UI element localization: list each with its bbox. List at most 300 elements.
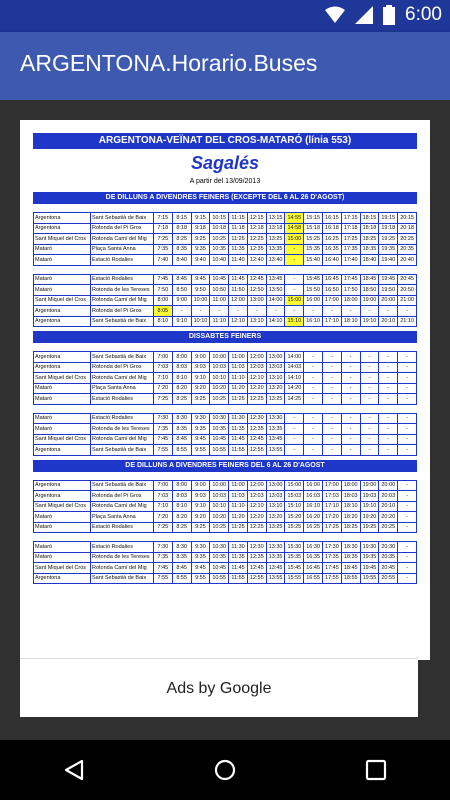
time-cell: 18:25 <box>341 522 360 533</box>
time-cell: 10:10 <box>210 373 229 384</box>
time-cell: 20:25 <box>379 522 398 533</box>
stop-cell: Estació Rodalies <box>91 255 154 266</box>
time-cell: 10:45 <box>210 274 229 285</box>
time-cell: 20:00 <box>379 295 398 306</box>
time-cell: - <box>360 373 379 384</box>
town-cell: Argentona <box>34 573 91 584</box>
time-cell: - <box>323 445 342 456</box>
time-cell: 12:10 <box>229 316 248 327</box>
time-cell: 18:00 <box>341 295 360 306</box>
time-cell: - <box>360 306 379 317</box>
time-cell: 13:10 <box>266 373 285 384</box>
town-cell: Sant Miquel del Cros <box>34 434 91 445</box>
stop-cell: Rotonda Camí del Mig <box>91 295 154 306</box>
time-cell: 15:45 <box>285 563 304 574</box>
table-row <box>34 274 417 285</box>
town-cell: Sant Miquel del Cros <box>34 563 91 574</box>
time-cell: 7:40 <box>154 255 173 266</box>
time-cell: - <box>379 306 398 317</box>
time-cell: - <box>398 501 417 512</box>
time-cell: 11:03 <box>229 362 248 373</box>
time-cell: 8:35 <box>172 424 191 435</box>
time-cell: 7:03 <box>154 491 173 502</box>
schedule-table <box>33 541 417 584</box>
time-cell: 18:03 <box>341 491 360 502</box>
time-cell: 7:35 <box>154 244 173 255</box>
stop-cell: Rotonda Camí del Mig <box>91 501 154 512</box>
time-cell: 11:25 <box>229 234 248 245</box>
time-cell: 11:10 <box>229 501 248 512</box>
time-cell: 13:00 <box>266 352 285 363</box>
stop-cell: Estació Rodalies <box>91 542 154 553</box>
time-cell: 19:20 <box>360 512 379 523</box>
time-cell: 11:00 <box>210 295 229 306</box>
stop-cell: Rotonda del Pi Gros <box>91 362 154 373</box>
time-cell: 19:10 <box>360 316 379 327</box>
time-cell: 13:35 <box>266 424 285 435</box>
time-cell: 19:25 <box>379 234 398 245</box>
time-cell: 20:35 <box>379 552 398 563</box>
time-cell: 18:35 <box>360 244 379 255</box>
stop-cell: Sant Sebastià de Baix <box>91 480 154 491</box>
time-cell: 18:55 <box>341 573 360 584</box>
table-row <box>34 522 417 533</box>
time-cell: 7:20 <box>154 383 173 394</box>
time-cell: - <box>398 362 417 373</box>
stop-cell: Estació Rodalies <box>91 274 154 285</box>
stop-cell: Rotonda del Pi Gros <box>91 223 154 234</box>
time-cell: - <box>398 573 417 584</box>
town-cell: Sant Miquel del Cros <box>34 373 91 384</box>
content-area <box>0 100 450 740</box>
time-cell: 9:50 <box>191 285 210 296</box>
time-cell: - <box>304 383 323 394</box>
time-cell: 10:03 <box>210 491 229 502</box>
time-cell: 12:20 <box>247 512 266 523</box>
time-cell: 8:45 <box>172 434 191 445</box>
time-cell: 7:00 <box>154 352 173 363</box>
time-cell: 19:00 <box>360 480 379 491</box>
time-cell: - <box>247 306 266 317</box>
time-cell: 10:25 <box>210 234 229 245</box>
time-cell: 10:40 <box>210 255 229 266</box>
time-cell: - <box>379 424 398 435</box>
stop-cell: Plaça Santa Anna <box>91 383 154 394</box>
time-cell: 13:30 <box>266 413 285 424</box>
time-cell: - <box>341 413 360 424</box>
time-cell: 14:20 <box>285 383 304 394</box>
time-cell: 8:40 <box>172 255 191 266</box>
time-cell: 11:18 <box>229 223 248 234</box>
time-cell: 19:18 <box>379 223 398 234</box>
time-cell: 11:35 <box>229 424 248 435</box>
ad-banner[interactable]: Ads by Google <box>20 658 418 717</box>
time-cell: 11:20 <box>229 512 248 523</box>
time-cell: 9:40 <box>191 255 210 266</box>
table-row <box>34 563 417 574</box>
time-cell: 15:15 <box>304 213 323 224</box>
time-cell: 15:00 <box>285 295 304 306</box>
time-cell: 12:30 <box>247 413 266 424</box>
time-cell: 15:40 <box>304 255 323 266</box>
time-cell: 17:10 <box>323 316 342 327</box>
time-cell: 11:25 <box>229 394 248 405</box>
time-cell: 17:25 <box>323 522 342 533</box>
nav-bar <box>0 740 450 800</box>
time-cell: 9:45 <box>191 563 210 574</box>
time-cell: 13:55 <box>266 445 285 456</box>
time-cell: 7:45 <box>154 434 173 445</box>
time-cell: 14:55 <box>285 213 304 224</box>
schedule-title: ARGENTONA-VEÏNAT DEL CROS-MATARÓ (línia 553) <box>33 133 417 149</box>
stop-cell: Plaça Santa Anna <box>91 244 154 255</box>
time-cell: 19:45 <box>360 563 379 574</box>
time-cell: - <box>398 563 417 574</box>
time-cell: 9:25 <box>191 234 210 245</box>
time-cell: 20:00 <box>379 480 398 491</box>
time-cell: 10:03 <box>210 362 229 373</box>
time-cell: 10:00 <box>210 352 229 363</box>
time-cell: - <box>285 285 304 296</box>
time-cell: 20:03 <box>379 491 398 502</box>
time-cell: 20:25 <box>398 234 417 245</box>
time-cell: 7:10 <box>154 501 173 512</box>
time-cell: 16:45 <box>323 274 342 285</box>
effective-date: A partir del 13/09/2013 <box>189 178 261 185</box>
town-cell: Mataró <box>34 274 91 285</box>
time-cell: 14:25 <box>285 394 304 405</box>
time-cell: 21:10 <box>398 316 417 327</box>
table-row <box>34 383 417 394</box>
time-cell: - <box>398 491 417 502</box>
time-cell: 20:50 <box>398 285 417 296</box>
time-cell: 9:35 <box>191 552 210 563</box>
time-cell: 15:10 <box>285 501 304 512</box>
town-cell: Mataró <box>34 552 91 563</box>
time-cell: 9:45 <box>191 434 210 445</box>
town-cell: Argentona <box>34 445 91 456</box>
town-cell: Argentona <box>34 316 91 327</box>
time-cell: - <box>379 394 398 405</box>
time-cell: 18:10 <box>341 316 360 327</box>
time-cell: - <box>210 306 229 317</box>
time-cell: 11:55 <box>229 573 248 584</box>
time-cell: 13:00 <box>266 480 285 491</box>
time-cell: - <box>323 413 342 424</box>
time-cell: 12:45 <box>247 434 266 445</box>
time-cell: 7:50 <box>154 285 173 296</box>
time-cell: 16:25 <box>323 234 342 245</box>
time-cell: 12:50 <box>247 285 266 296</box>
time-cell: - <box>304 362 323 373</box>
time-cell: 18:18 <box>360 223 379 234</box>
time-cell: - <box>379 413 398 424</box>
time-cell: 9:20 <box>191 512 210 523</box>
table-row <box>34 501 417 512</box>
schedule-sections <box>33 192 417 584</box>
time-cell: 7:25 <box>154 234 173 245</box>
time-cell: 10:35 <box>210 552 229 563</box>
time-cell: - <box>285 424 304 435</box>
time-cell: - <box>323 352 342 363</box>
time-cell: 18:30 <box>341 542 360 553</box>
time-cell: - <box>285 274 304 285</box>
recents-icon[interactable] <box>364 758 388 782</box>
time-cell: 10:20 <box>210 512 229 523</box>
time-cell: - <box>360 413 379 424</box>
time-cell: 20:35 <box>398 244 417 255</box>
stop-cell: Rotonda Camí del Mig <box>91 563 154 574</box>
time-cell: - <box>323 424 342 435</box>
time-cell: - <box>304 434 323 445</box>
schedule-image[interactable] <box>20 120 430 660</box>
time-cell: 13:40 <box>266 255 285 266</box>
time-cell: 8:00 <box>172 352 191 363</box>
time-cell: 18:10 <box>341 501 360 512</box>
time-cell: 11:00 <box>229 352 248 363</box>
time-cell: - <box>398 394 417 405</box>
time-cell: 9:45 <box>191 274 210 285</box>
time-cell: 7:25 <box>154 394 173 405</box>
town-cell: Sant Miquel del Cros <box>34 501 91 512</box>
time-cell: - <box>323 383 342 394</box>
schedule-table <box>33 351 417 405</box>
town-cell: Mataró <box>34 394 91 405</box>
time-cell: 12:55 <box>247 445 266 456</box>
time-cell: 10:18 <box>210 223 229 234</box>
time-cell: 15:25 <box>304 234 323 245</box>
time-cell: - <box>379 373 398 384</box>
time-cell: 13:03 <box>266 491 285 502</box>
time-cell: 9:10 <box>191 373 210 384</box>
time-cell: 19:50 <box>379 285 398 296</box>
time-cell: 12:10 <box>247 373 266 384</box>
time-cell: 19:35 <box>360 552 379 563</box>
time-cell: 17:10 <box>323 501 342 512</box>
time-cell: - <box>304 373 323 384</box>
time-cell: 13:45 <box>266 274 285 285</box>
time-cell: 11:30 <box>229 542 248 553</box>
stop-cell: Sant Sebastià de Baix <box>91 316 154 327</box>
time-cell: 18:15 <box>360 213 379 224</box>
signal-icon <box>355 6 373 24</box>
time-cell: 19:00 <box>360 295 379 306</box>
time-cell: 10:50 <box>210 285 229 296</box>
time-cell: - <box>398 445 417 456</box>
table-row <box>34 445 417 456</box>
time-cell: - <box>341 445 360 456</box>
time-cell: 8:00 <box>154 295 173 306</box>
stop-cell: Plaça Santa Anna <box>91 512 154 523</box>
time-cell: 13:03 <box>266 362 285 373</box>
time-cell: 15:00 <box>285 234 304 245</box>
time-cell: 12:00 <box>247 352 266 363</box>
stop-cell: Rotonda del Pi Gros <box>91 306 154 317</box>
time-cell: 16:00 <box>304 295 323 306</box>
time-cell: 16:00 <box>304 480 323 491</box>
time-cell: 16:35 <box>323 244 342 255</box>
time-cell: 10:55 <box>210 573 229 584</box>
time-cell: - <box>341 362 360 373</box>
battery-icon <box>383 5 395 25</box>
time-cell: 12:00 <box>229 295 248 306</box>
time-cell: 20:45 <box>379 563 398 574</box>
stop-cell: Sant Sebastià de Baix <box>91 573 154 584</box>
time-cell: 11:03 <box>229 491 248 502</box>
town-cell: Argentona <box>34 362 91 373</box>
time-cell: 8:10 <box>172 501 191 512</box>
time-cell: 10:30 <box>210 413 229 424</box>
time-cell: 11:00 <box>229 480 248 491</box>
time-cell: 19:30 <box>360 542 379 553</box>
time-cell: 11:10 <box>210 316 229 327</box>
time-cell: 13:30 <box>266 542 285 553</box>
time-cell: 12:35 <box>247 552 266 563</box>
home-icon[interactable] <box>213 758 237 782</box>
time-cell: 10:25 <box>210 394 229 405</box>
table-row <box>34 542 417 553</box>
time-cell: 10:15 <box>210 213 229 224</box>
time-cell: - <box>285 255 304 266</box>
time-cell: 13:18 <box>266 223 285 234</box>
time-cell: 18:35 <box>341 552 360 563</box>
time-cell: 11:20 <box>229 383 248 394</box>
time-cell: 17:35 <box>323 552 342 563</box>
section-title: DISSABTES FEINERS <box>33 331 417 343</box>
time-cell: - <box>285 306 304 317</box>
time-cell: 8:50 <box>172 285 191 296</box>
time-cell: 17:35 <box>341 244 360 255</box>
time-cell: 18:00 <box>341 480 360 491</box>
time-cell: 7:10 <box>154 373 173 384</box>
time-cell: - <box>398 512 417 523</box>
table-row <box>34 213 417 224</box>
time-cell: 12:35 <box>247 244 266 255</box>
status-bar <box>0 0 450 32</box>
table-row <box>34 480 417 491</box>
stop-cell: Sant Sebastià de Baix <box>91 352 154 363</box>
time-cell: 19:35 <box>379 244 398 255</box>
time-cell: - <box>360 424 379 435</box>
company-logo: Sagalés <box>190 153 260 173</box>
time-cell: - <box>341 352 360 363</box>
back-icon[interactable] <box>62 758 86 782</box>
table-row <box>34 552 417 563</box>
time-cell: - <box>360 352 379 363</box>
time-cell: - <box>398 373 417 384</box>
status-time: 6:00 <box>405 4 442 25</box>
table-row <box>34 295 417 306</box>
time-cell: - <box>398 383 417 394</box>
town-cell: Mataró <box>34 424 91 435</box>
time-cell: - <box>398 413 417 424</box>
time-cell: 7:03 <box>154 362 173 373</box>
time-cell: - <box>341 373 360 384</box>
time-cell: 7:20 <box>154 512 173 523</box>
time-cell: 9:55 <box>191 445 210 456</box>
time-cell: - <box>304 352 323 363</box>
time-cell: - <box>360 362 379 373</box>
town-cell: Mataró <box>34 255 91 266</box>
time-cell: - <box>323 394 342 405</box>
time-cell: 8:45 <box>172 274 191 285</box>
time-cell: 13:45 <box>266 563 285 574</box>
time-cell: 12:45 <box>247 563 266 574</box>
time-cell: 9:03 <box>191 491 210 502</box>
time-cell: 11:25 <box>229 522 248 533</box>
schedule-table <box>33 212 417 266</box>
time-cell: 12:10 <box>247 501 266 512</box>
time-cell: 11:10 <box>229 373 248 384</box>
table-row <box>34 491 417 502</box>
schedule-table <box>33 480 417 534</box>
time-cell: 7:25 <box>154 522 173 533</box>
time-cell: 10:30 <box>210 542 229 553</box>
time-cell: 7:18 <box>154 223 173 234</box>
time-cell: 18:45 <box>341 563 360 574</box>
stop-cell: Sant Sebastià de Baix <box>91 213 154 224</box>
time-cell: 20:20 <box>379 512 398 523</box>
time-cell: 11:15 <box>229 213 248 224</box>
time-cell: 9:00 <box>172 295 191 306</box>
time-cell: 15:35 <box>285 552 304 563</box>
stop-cell: Rotonda del Pi Gros <box>91 491 154 502</box>
time-cell: - <box>398 542 417 553</box>
time-cell: 10:10 <box>191 316 210 327</box>
time-cell: - <box>398 434 417 445</box>
time-cell: - <box>398 306 417 317</box>
time-cell: - <box>379 434 398 445</box>
schedule-table <box>33 274 417 328</box>
time-cell: - <box>379 352 398 363</box>
time-cell: 11:30 <box>229 413 248 424</box>
table-row <box>34 362 417 373</box>
time-cell: 20:10 <box>379 501 398 512</box>
time-cell: 15:10 <box>285 316 304 327</box>
time-cell: 13:20 <box>266 512 285 523</box>
time-cell: 12:45 <box>247 274 266 285</box>
time-cell: 15:18 <box>304 223 323 234</box>
time-cell: 17:40 <box>341 255 360 266</box>
time-cell: - <box>341 434 360 445</box>
town-cell: Mataró <box>34 542 91 553</box>
time-cell: 9:00 <box>191 480 210 491</box>
time-cell: 8:00 <box>172 480 191 491</box>
time-cell: - <box>285 413 304 424</box>
time-cell: - <box>398 552 417 563</box>
time-cell: 7:35 <box>154 552 173 563</box>
time-cell: 11:45 <box>229 563 248 574</box>
time-cell: 12:18 <box>247 223 266 234</box>
table-row <box>34 285 417 296</box>
town-cell: Mataró <box>34 512 91 523</box>
town-cell: Mataró <box>34 522 91 533</box>
time-cell: 13:35 <box>266 552 285 563</box>
time-cell: 9:10 <box>191 501 210 512</box>
town-cell: Argentona <box>34 352 91 363</box>
time-cell: 12:30 <box>247 542 266 553</box>
time-cell: 11:55 <box>229 445 248 456</box>
time-cell: - <box>285 445 304 456</box>
time-cell: - <box>360 434 379 445</box>
time-cell: 17:20 <box>323 512 342 523</box>
time-cell: 19:10 <box>360 501 379 512</box>
town-cell: Argentona <box>34 491 91 502</box>
time-cell: 13:45 <box>266 434 285 445</box>
time-cell: 8:25 <box>172 522 191 533</box>
time-cell: 15:03 <box>285 491 304 502</box>
schedule-table <box>33 413 417 456</box>
